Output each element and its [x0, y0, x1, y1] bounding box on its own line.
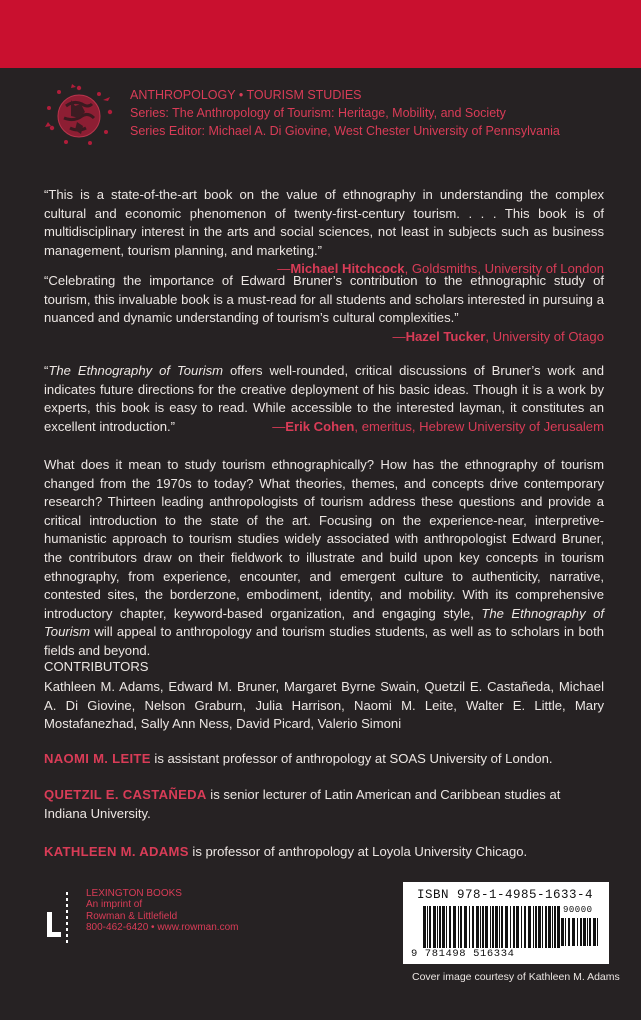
globe-logo-icon [44, 82, 118, 146]
quote-attribution: —Michael Hitchcock, Goldsmiths, University of London [277, 261, 604, 277]
price-code: 90000 [563, 905, 593, 915]
barcode-bars [423, 906, 563, 950]
isbn-barcode [403, 882, 609, 964]
series-category: ANTHROPOLOGY • TOURISM STUDIES [130, 88, 362, 102]
reviewer-affiliation: emeritus, Hebrew University of Jerusalem [361, 418, 604, 434]
publisher-logo-icon [44, 892, 74, 948]
isbn-number: ISBN 978-1-4985-1633-4 [417, 888, 594, 902]
publisher-block [44, 888, 264, 958]
series-editor: Series Editor: Michael A. Di Giovine, West Chester University of Pennsylvania [130, 124, 560, 138]
author-bio-3: KATHLEEN M. ADAMS is professor of anthropology at Loyola University Chicago. [44, 844, 528, 859]
quote-text: “This is a state-of-the-art book on the value of ethnography in understanding the complex cultural and economic phenomenon of twenty-first-century tourism. . . . This book is of multidisciplinary interest in the arts and social sciences, not least in subjects such as business management, tourism planning, and marketing.” [44, 187, 604, 258]
author-name: QUETZIL E. CASTAÑEDA [44, 787, 207, 802]
book-description: What does it mean to study tourism ethnographically? How has the ethnography of tourism changed from the 1970s to today? What theories, themes, and concepts drive contemporary research? Thirteen leading anthropologists of tourism address these questions and provide a critical introduction to the state of the art. Focusing on the experience-near, interpretive-humanistic approach to tourism studies widely associated with anthropologist Edward Bruner, the contributors draw on their fieldwork to illustrate and build upon key concepts in tourism ethnography, from experience, encounter, and emergent culture to authenticity, narrative, contested sites, the borderzone, embodiment, identity, and mobility. With its comprehensive introductory chapter, keyword-based organization, and engaging style, The Ethnography of Tourism will appeal to anthropology and tourism studies students, as well as to scholars in both fields and beyond. [44, 457, 604, 658]
author-name: NAOMI M. LEITE [44, 751, 151, 766]
reviewer-name: Hazel Tucker [405, 328, 486, 344]
review-quote-1 [44, 186, 604, 279]
barcode-digits: 9 781498 516334 [411, 948, 515, 960]
reviewer-name: Michael Hitchcock [290, 261, 405, 277]
quote-attribution: —Hazel Tucker, University of Otago [392, 328, 604, 344]
cover-credit: Cover image courtesy of Kathleen M. Adams [412, 971, 620, 983]
book-title: The Ethnography of Tourism [44, 605, 604, 640]
publisher-name: LEXINGTON BOOKS [86, 888, 182, 899]
quote-text: “Celebrating the importance of Edward Bruner’s contribution to the ethnographic study of tourism, this invaluable book is a must-read for all students and scholars interested in pursuing a nuanced and dynamic understanding of tourism’s cultural complexities.” [44, 273, 604, 326]
contributors-heading: CONTRIBUTORS [44, 659, 149, 674]
reviewer-affiliation: Goldsmiths, University of London [411, 261, 604, 277]
author-bio-1: NAOMI M. LEITE is assistant professor of anthropology at SOAS University of London. [44, 751, 553, 766]
contributors-list: Kathleen M. Adams, Edward M. Bruner, Margaret Byrne Swain, Quetzil E. Castañeda, Michael A. Di Giovine, Nelson Graburn, Julia Harrison, Naomi M. Leite, Walter E. Little, Mary Mostafanezhad, Sally Ann Ness, David Picard, Valerio Simoni [44, 679, 604, 732]
series-text [130, 86, 560, 140]
book-title: The Ethnography of Tourism [48, 363, 224, 378]
publisher-text: LEXINGTON BOOKS An imprint of Rowman & Littlefield 800-462-6420 • www.rowman.com [86, 888, 239, 934]
review-quote-2 [44, 272, 604, 346]
author-bio-2: QUETZIL E. CASTAÑEDA is senior lecturer of Latin American and Caribbean studies at Indiana University. [44, 787, 561, 821]
review-quote-3: “The Ethnography of Tourism offers well-rounded, critical discussions of Bruner’s work and indicates future directions for the creative deployment of his basic ideas. Though it is a work by experts, this book is easy to read. While accessible to the interested layman, it constitutes an excellent introduction.” —Erik Cohen, emeritus, Hebrew University of Jerusalem [44, 362, 604, 436]
price-barcode-bars [561, 918, 601, 948]
publisher-contact: 800-462-6420 • www.rowman.com [86, 922, 239, 934]
author-name: KATHLEEN M. ADAMS [44, 844, 189, 859]
reviewer-affiliation: University of Otago [492, 328, 604, 344]
quote-attribution: —Erik Cohen, emeritus, Hebrew University of Jerusalem [272, 418, 604, 434]
top-color-band [0, 0, 641, 68]
quote-text: offers well-rounded, critical discussions of Bruner’s work and indicates future directions for the creative deployment of his basic ideas. Though it is a work by experts, this book is easy to read. While accessible to the interested layman, it constitutes an excellent introduction.” [44, 363, 605, 434]
reviewer-name: Erik Cohen [285, 418, 355, 434]
series-title: Series: The Anthropology of Tourism: Heritage, Mobility, and Society [130, 106, 506, 120]
